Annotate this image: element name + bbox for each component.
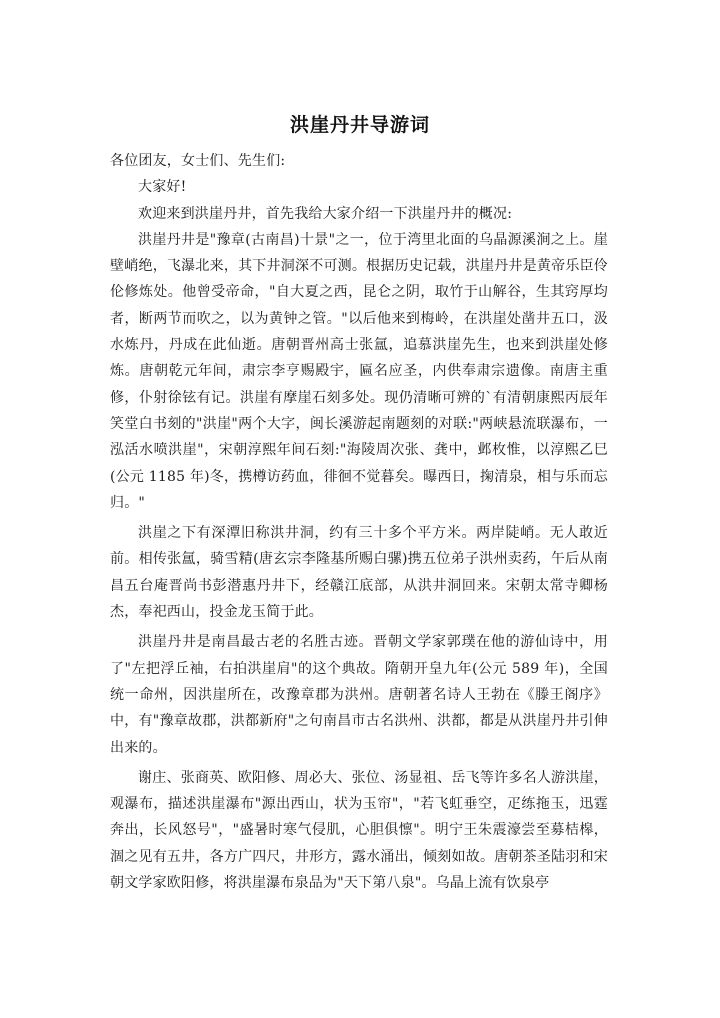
salutation: 各位团友，女士们、先生们: <box>110 153 286 169</box>
document-title: 洪崖丹井导游词 <box>289 114 430 136</box>
document-body <box>110 148 608 896</box>
paragraph-greeting: 大家好! <box>138 179 187 196</box>
paragraph-visitors: 谢庄、张商英、欧阳修、周必大、张位、汤显祖、岳飞等许多名人游洪崖，观瀑布，描述洪崖瀑布"源出西山，状为玉帘"，"若飞虹垂空，疋练拖玉，迅霆奔出，长风怒号"，"盛暑时寒气侵肌，心胆俱懔"。明宁王朱震濠尝至募桔槔，涸之见有五井，各方广四尺，井形方，露水涌出，倾刻如故。唐朝茶圣陆羽和宋朝文学家欧阳修，将洪崖瀑布泉品为"天下第八泉"。乌晶上流有饮泉亭 <box>110 769 608 892</box>
paragraph-deep-pool: 洪崖之下有深潭旧称洪井洞，约有三十多个平方米。两岸陡峭。无人敢近前。相传张氲，骑雪精(唐玄宗李隆基所赐白骡)携五位弟子洪州卖药，午后从南昌五台庵晋尚书彭潜惠丹井下，经赣江底部，从洪井洞回来。宋朝太常寺卿杨杰，奉祀西山，投金龙玉简于此。 <box>110 525 608 621</box>
paragraph-intro: 欢迎来到洪崖丹井，首先我给大家介绍一下洪崖丹井的概况: <box>138 205 513 222</box>
paragraph-overview: 洪崖丹井是"豫章(古南昌)十景"之一，位于湾里北面的乌晶源溪涧之上。崖壁峭绝，飞瀑北来，其下井洞深不可测。根据历史记载，洪崖丹井是黄帝乐臣伶伦修炼处。他曾受帝命，"自大夏之西，昆仑之阴，取竹于山解谷，生其窍厚均者，断两节而吹之，以为黄钟之管。"以后他来到梅岭，在洪崖处凿井五口，汲水炼丹，丹成在此仙逝。唐朝晋州高士张氲，追慕洪崖先生，也来到洪崖处修炼。唐朝乾元年间，肃宗李亨赐殿宇，匾名应圣，内供奉肃宗遗像。南唐主重修，仆射徐铉有记。洪崖有摩崖石刻多处。现仍清晰可辨的`有清朝康熙丙辰年笑堂白书刻的"洪崖"两个大字，闽长溪游起南题刻的对联:"两峡悬流联瀑布，一泓活水喷洪崖"，宋朝淳熙年间石刻:"海陵周次张、龚中，邺枚惟，以淳熙乙巳(公元 1185 年)冬，携樽访药血，徘徊不觉暮矣。曝西日，掬清泉，相与乐而忘归。" <box>110 231 608 511</box>
paragraph-history: 洪崖丹井是南昌最古老的名胜古迹。晋朝文学家郭璞在他的游仙诗中，用了"左把浮丘袖，右拍洪崖肩"的这个典故。隋朝开皇九年(公元 589 年)，全国统一命州，因洪崖所在，改豫章郡为洪州。唐朝著名诗人王勃在《滕王阁序》中，有"豫章故郡，洪都新府"之句南昌市古名洪州、洪都，都是从洪崖丹井引伸出来的。 <box>110 634 608 756</box>
